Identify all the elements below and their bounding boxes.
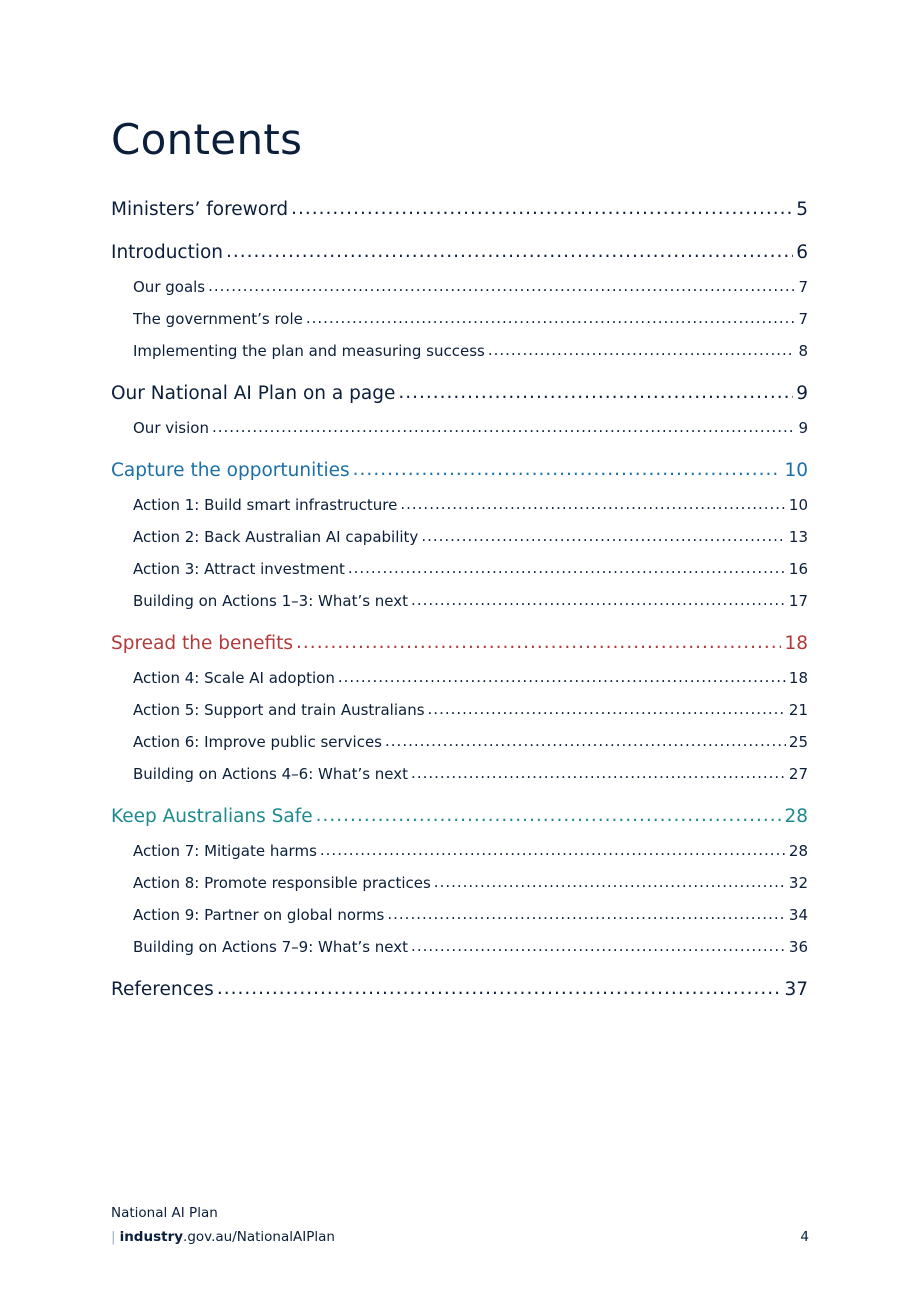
toc-subentry-page: 17: [788, 592, 808, 610]
toc-subentry-page: 13: [788, 528, 808, 546]
toc-subentry-label: Our goals: [133, 278, 206, 296]
toc-subentry-page: 36: [788, 938, 808, 956]
toc-entry-label: Ministers’ foreword: [111, 199, 289, 220]
toc-entry-label: References: [111, 979, 214, 1000]
toc-leader-dots: [400, 489, 786, 520]
toc-subentry-action-7[interactable]: [111, 835, 808, 867]
toc-subentry-our-vision[interactable]: [111, 412, 808, 444]
toc-leader-dots: [387, 899, 786, 930]
toc-leader-dots: [488, 335, 796, 366]
toc-subentry-page: 7: [798, 278, 808, 296]
toc-subentry-label: Action 8: Promote responsible practices: [133, 874, 431, 892]
toc-subentry-label: Action 6: Improve public services: [133, 733, 383, 751]
toc-subentry-whats-next-7-9[interactable]: [111, 931, 808, 963]
page-title: Contents: [111, 115, 303, 164]
toc-subentry-implementing-plan[interactable]: [111, 335, 808, 367]
toc-entry-page: 5: [796, 199, 808, 220]
toc-subentry-label: Our vision: [133, 419, 209, 437]
toc-entry-page: 28: [784, 806, 808, 827]
toc-subentry-our-goals[interactable]: [111, 271, 808, 303]
footer-document-title: National AI Plan: [111, 1205, 218, 1221]
toc-subentry-page: 7: [798, 310, 808, 328]
toc-subentry-action-1[interactable]: [111, 489, 808, 521]
toc-subentry-page: 21: [788, 701, 808, 719]
toc-entry-label: Spread the benefits: [111, 633, 294, 654]
toc-leader-dots: [306, 303, 796, 334]
toc-subentry-page: 32: [788, 874, 808, 892]
toc-leader-dots: [217, 974, 782, 1005]
toc-entry-page: 9: [796, 383, 808, 404]
toc-entry-capture-opportunities[interactable]: [111, 455, 808, 487]
toc-subentry-page: 10: [788, 496, 808, 514]
toc-entry-page: 18: [784, 633, 808, 654]
toc-leader-dots: [411, 585, 786, 616]
toc-leader-dots: [398, 378, 793, 409]
toc-entry-references[interactable]: [111, 974, 808, 1006]
footer-link-domain: industry: [119, 1229, 184, 1245]
toc-entry-label: Keep Australians Safe: [111, 806, 313, 827]
toc-subentry-action-3[interactable]: [111, 553, 808, 585]
toc-subentry-page: 25: [788, 733, 808, 751]
page-number: 4: [800, 1229, 809, 1245]
toc-subentry-action-6[interactable]: [111, 726, 808, 758]
toc-subentry-page: 16: [788, 560, 808, 578]
toc-subentry-label: Action 9: Partner on global norms: [133, 906, 385, 924]
toc-entry-plan-on-a-page[interactable]: [111, 378, 808, 410]
toc-entry-keep-australians-safe[interactable]: [111, 801, 808, 833]
toc-subentry-label: Implementing the plan and measuring success: [133, 342, 485, 360]
toc-entry-introduction[interactable]: [111, 237, 808, 269]
toc-leader-dots: [338, 662, 786, 693]
toc-leader-dots: [348, 553, 786, 584]
toc-entry-spread-benefits[interactable]: [111, 628, 808, 660]
toc-subentry-label: Action 4: Scale AI adoption: [133, 669, 335, 687]
toc-subentry-action-8[interactable]: [111, 867, 808, 899]
toc-subentry-governments-role[interactable]: [111, 303, 808, 335]
toc-subentry-page: 28: [788, 842, 808, 860]
toc-leader-dots: [208, 271, 795, 302]
toc-entry-label: Our National AI Plan on a page: [111, 383, 396, 404]
toc-leader-dots: [226, 237, 793, 268]
toc-entry-label: Introduction: [111, 242, 224, 263]
toc-leader-dots: [316, 801, 782, 832]
toc-subentry-page: 9: [798, 419, 808, 437]
toc-subentry-whats-next-1-3[interactable]: [111, 585, 808, 617]
toc-subentry-label: The government’s role: [133, 310, 303, 328]
toc-leader-dots: [320, 835, 786, 866]
toc-subentry-action-5[interactable]: [111, 694, 808, 726]
toc-entry-page: 6: [796, 242, 808, 263]
toc-subentry-label: Action 5: Support and train Australians: [133, 701, 425, 719]
toc-leader-dots: [296, 628, 781, 659]
toc-entry-ministers-foreword[interactable]: [111, 194, 808, 226]
toc-subentry-label: Building on Actions 7–9: What’s next: [133, 938, 409, 956]
toc-leader-dots: [428, 694, 786, 725]
toc-leader-dots: [421, 521, 786, 552]
toc-subentry-action-4[interactable]: [111, 662, 808, 694]
toc-leader-dots: [385, 726, 786, 757]
toc-subentry-label: Action 7: Mitigate harms: [133, 842, 317, 860]
toc-entry-label: Capture the opportunities: [111, 460, 350, 481]
toc-subentry-label: Building on Actions 1–3: What’s next: [133, 592, 409, 610]
footer-link-path: .gov.au/NationalAIPlan: [183, 1229, 335, 1245]
toc-subentry-page: 18: [788, 669, 808, 687]
toc-entry-page: 10: [784, 460, 808, 481]
footer-website-link[interactable]: [111, 1229, 335, 1245]
toc-subentry-action-9[interactable]: [111, 899, 808, 931]
toc-subentry-page: 34: [788, 906, 808, 924]
toc-leader-dots: [434, 867, 786, 898]
toc-subentry-label: Action 1: Build smart infrastructure: [133, 496, 398, 514]
toc-subentry-page: 27: [788, 765, 808, 783]
toc-leader-dots: [291, 194, 793, 225]
toc-leader-dots: [212, 412, 795, 443]
toc-subentry-whats-next-4-6[interactable]: [111, 758, 808, 790]
toc-subentry-label: Action 3: Attract investment: [133, 560, 345, 578]
toc-leader-dots: [411, 931, 786, 962]
toc-entry-page: 37: [784, 979, 808, 1000]
toc-subentry-label: Building on Actions 4–6: What’s next: [133, 765, 409, 783]
footer-separator: |: [111, 1229, 116, 1245]
toc-subentry-label: Action 2: Back Australian AI capability: [133, 528, 419, 546]
toc-subentry-page: 8: [798, 342, 808, 360]
table-of-contents: [111, 194, 808, 1006]
toc-leader-dots: [411, 758, 786, 789]
toc-leader-dots: [353, 455, 782, 486]
toc-subentry-action-2[interactable]: [111, 521, 808, 553]
